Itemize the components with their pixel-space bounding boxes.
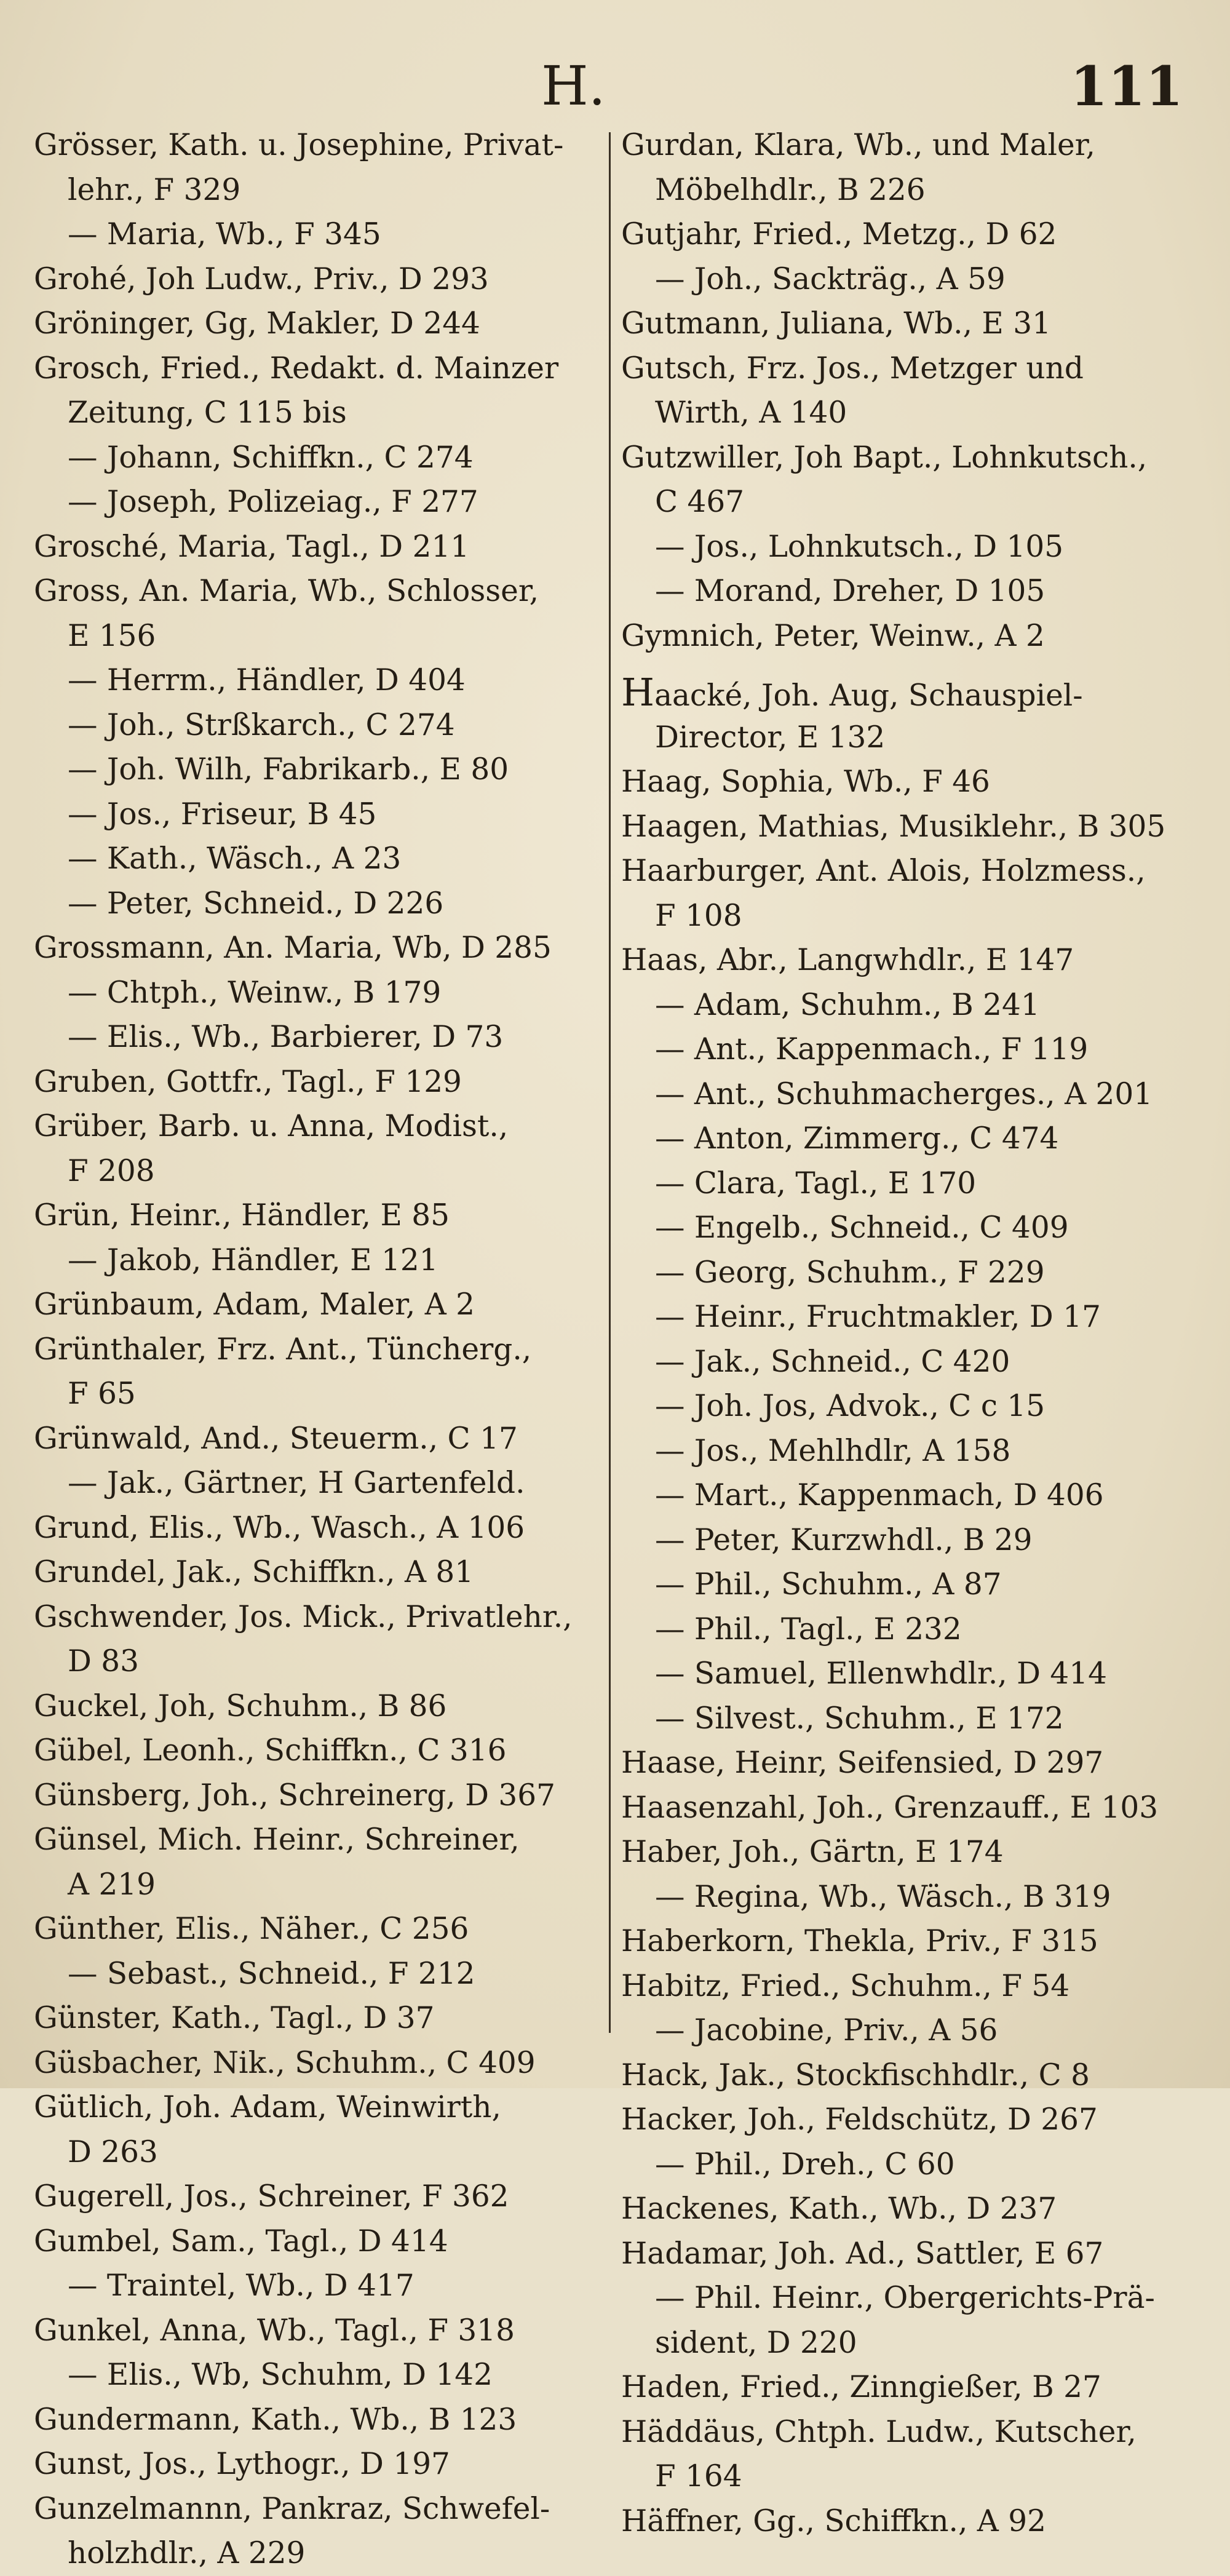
directory-entry: Günsberg, Joh., Schreinerg, D 367 [34,1778,555,1813]
directory-entry: Gunst, Jos., Lythogr., D 197 [34,2447,450,2481]
directory-subentry: — Traintel, Wb., D 417 [68,2268,415,2303]
directory-entry: Gutjahr, Fried., Metzg., D 62 [621,217,1057,252]
directory-entry: Gugerell, Jos., Schreiner, F 362 [34,2179,509,2214]
directory-entry: Günster, Kath., Tagl., D 37 [34,2001,435,2035]
page-number: 111 [1070,54,1183,118]
directory-entry: Günsel, Mich. Heinr., Schreiner, [34,1823,520,1857]
directory-entry: Gschwender, Jos. Mick., Privatlehr., [34,1599,573,1634]
directory-subentry: — Johann, Schiffkn., C 274 [68,440,474,475]
directory-entry: Haase, Heinr, Seifensied, D 297 [621,1746,1104,1780]
directory-entry: Haasenzahl, Joh., Grenzauff., E 103 [621,1790,1159,1825]
directory-subentry: — Phil. Heinr., Obergerichts-Prä- [655,2281,1155,2315]
directory-subentry: — Jakob, Händler, E 121 [68,1242,438,1278]
directory-entry: Gymnich, Peter, Weinw., A 2 [621,618,1045,653]
directory-subentry: — Joh., Strßkarch., C 274 [68,707,455,742]
directory-subentry: — Joh. Wilh, Fabrikarb., E 80 [68,752,509,787]
entry-continuation: holzhdlr., A 229 [68,2536,306,2570]
directory-subentry: — Elis., Wb., Barbierer, D 73 [68,1020,504,1054]
directory-entry: Gütlich, Joh. Adam, Weinwirth, [34,2090,501,2125]
directory-entry: Gübel, Leonh., Schiffkn., C 316 [34,1733,507,1768]
directory-entry: Hadamar, Joh. Ad., Sattler, E 67 [621,2236,1104,2271]
directory-subentry: — Joh., Sackträg., A 59 [655,261,1006,296]
directory-entry: Grünwald, And., Steuerm., C 17 [34,1421,518,1456]
directory-subentry: — Phil., Dreh., C 60 [655,2147,955,2182]
directory-entry: Gunzelmannn, Pankraz, Schwefel- [34,2491,550,2526]
entry-continuation: D 83 [68,1644,140,1679]
directory-entry: Guckel, Joh, Schuhm., B 86 [34,1688,447,1723]
directory-subentry: — Silvest., Schuhm., E 172 [655,1701,1064,1736]
directory-subentry: — Engelb., Schneid., C 409 [655,1210,1069,1245]
directory-subentry: — Phil., Schuhm., A 87 [655,1567,1002,1602]
directory-entry: Gutzwiller, Joh Bapt., Lohnkutsch., [621,440,1148,475]
directory-subentry: — Joseph, Polizeiag., F 277 [68,485,478,519]
directory-entry: Haarburger, Ant. Alois, Holzmess., [621,854,1146,888]
directory-entry: Habitz, Fried., Schuhm., F 54 [621,1968,1070,2003]
directory-subentry: — Jos., Lohnkutsch., D 105 [655,529,1064,564]
directory-entry: Grüber, Barb. u. Anna, Modist., [34,1109,509,1143]
directory-entry: Haagen, Mathias, Musiklehr., B 305 [621,809,1166,844]
directory-entry: Haacké, Joh. Aug, Schauspiel- [621,670,1083,715]
right-column [621,123,1175,2543]
directory-entry: Grund, Elis., Wb., Wasch., A 106 [34,1510,525,1545]
directory-subentry: — Clara, Tagl., E 170 [655,1166,977,1201]
directory-subentry: — Chtph., Weinw., B 179 [68,975,442,1010]
directory-entry: Grünbaum, Adam, Maler, A 2 [34,1287,475,1322]
entry-continuation: A 219 [68,1867,156,1902]
directory-entry: Haas, Abr., Langwhdlr., E 147 [621,943,1074,977]
directory-subentry: — Regina, Wb., Wäsch., B 319 [655,1879,1111,1914]
directory-entry: Grünthaler, Frz. Ant., Tüncherg., [34,1332,532,1367]
directory-entry: Gutmann, Juliana, Wb., E 31 [621,306,1051,341]
directory-subentry: — Joh. Jos, Advok., C c 15 [655,1389,1046,1423]
directory-subentry: — Jak., Schneid., C 420 [655,1344,1010,1379]
entry-continuation: F 108 [655,898,742,933]
page-header [0,43,1230,117]
directory-subentry: — Herrm., Händler, D 404 [68,663,466,698]
initial-letter: H [621,670,655,715]
directory-entry: Gruben, Gottfr., Tagl., F 129 [34,1064,462,1099]
directory-entry: Grün, Heinr., Händler, E 85 [34,1198,450,1233]
entry-continuation: Möbelhdlr., B 226 [655,172,926,207]
directory-subentry: — Jacobine, Priv., A 56 [655,2013,998,2048]
directory-subentry: — Peter, Schneid., D 226 [68,886,444,921]
directory-entry: Haberkorn, Thekla, Priv., F 315 [621,1924,1098,1958]
directory-entry: Grösser, Kath. u. Josephine, Privat- [34,128,564,162]
directory-subentry: — Kath., Wäsch., A 23 [68,841,402,876]
directory-subentry: — Ant., Schuhmacherges., A 201 [655,1076,1153,1111]
directory-subentry: — Sebast., Schneid., F 212 [68,1956,475,1991]
section-gap [621,658,1175,670]
directory-entry: Gundermann, Kath., Wb., B 123 [34,2402,517,2437]
directory-entry: Häddäus, Chtph. Ludw., Kutscher, [621,2414,1137,2449]
directory-entry: Gross, An. Maria, Wb., Schlosser, [34,574,539,608]
directory-entry: Grohé, Joh Ludw., Priv., D 293 [34,261,489,296]
directory-subentry: — Anton, Zimmerg., C 474 [655,1121,1059,1156]
directory-subentry: — Georg, Schuhm., F 229 [655,1255,1045,1290]
directory-entry: Grossmann, An. Maria, Wb, D 285 [34,931,552,965]
directory-subentry: — Maria, Wb., F 345 [68,217,381,252]
entry-continuation: Wirth, A 140 [655,396,847,430]
section-letter: H. [541,54,606,117]
directory-entry: Günther, Elis., Näher., C 256 [34,1912,469,1946]
directory-subentry: — Elis., Wb, Schuhm, D 142 [68,2358,493,2392]
directory-subentry: — Peter, Kurzwhdl., B 29 [655,1522,1033,1557]
directory-entry: Hacker, Joh., Feldschütz, D 267 [621,2102,1098,2137]
directory-entry: Gunkel, Anna, Wb., Tagl., F 318 [34,2313,515,2348]
entry-continuation: F 164 [655,2459,742,2494]
entry-continuation: E 156 [68,618,156,653]
entry-continuation: sident, D 220 [655,2325,857,2360]
directory-entry: Hackenes, Kath., Wb., D 237 [621,2192,1057,2226]
directory-entry: Güsbacher, Nik., Schuhm., C 409 [34,2045,536,2080]
directory-subentry: — Phil., Tagl., E 232 [655,1612,962,1647]
directory-subentry: — Jos., Friseur, B 45 [68,797,377,832]
directory-entry: Grosché, Maria, Tagl., D 211 [34,529,470,564]
directory-subentry: — Adam, Schuhm., B 241 [655,987,1040,1022]
directory-subentry: — Mart., Kappenmach, D 406 [655,1478,1104,1513]
directory-entry: Hack, Jak., Stockfischhdlr., C 8 [621,2057,1090,2093]
entry-continuation: Zeitung, C 115 bis [68,396,347,430]
directory-entry: Haden, Fried., Zinngießer, B 27 [621,2370,1101,2404]
left-column [34,123,587,2576]
directory-entry: Haber, Joh., Gärtn, E 174 [621,1835,1004,1869]
directory-entry: Haag, Sophia, Wb., F 46 [621,765,990,799]
directory-entry: Gurdan, Klara, Wb., und Maler, [621,128,1095,162]
directory-subentry: — Jak., Gärtner, H Gartenfeld. [68,1466,525,1500]
directory-entry: Gumbel, Sam., Tagl., D 414 [34,2224,448,2259]
directory-entry: Grosch, Fried., Redakt. d. Mainzer [34,351,559,386]
entry-continuation: C 467 [655,485,745,519]
entry-continuation: F 208 [68,1153,155,1188]
directory-subentry: — Ant., Kappenmach., F 119 [655,1032,1089,1067]
directory-entry: Gröninger, Gg, Makler, D 244 [34,306,480,341]
directory-subentry: — Samuel, Ellenwhdlr., D 414 [655,1656,1107,1691]
entry-continuation: lehr., F 329 [68,172,241,207]
directory-entry: Gutsch, Frz. Jos., Metzger und [621,351,1084,386]
directory-subentry: — Jos., Mehlhdlr, A 158 [655,1433,1011,1468]
column-divider [609,132,611,2033]
entry-continuation: F 65 [68,1377,136,1411]
entry-continuation: Director, E 132 [655,720,886,755]
entry-continuation: D 263 [68,2134,158,2169]
directory-entry: Grundel, Jak., Schiffkn., A 81 [34,1555,474,1589]
directory-subentry: — Heinr., Fruchtmakler, D 17 [655,1300,1101,1334]
directory-subentry: — Morand, Dreher, D 105 [655,574,1046,608]
directory-entry: Häffner, Gg., Schiffkn., A 92 [621,2503,1046,2538]
